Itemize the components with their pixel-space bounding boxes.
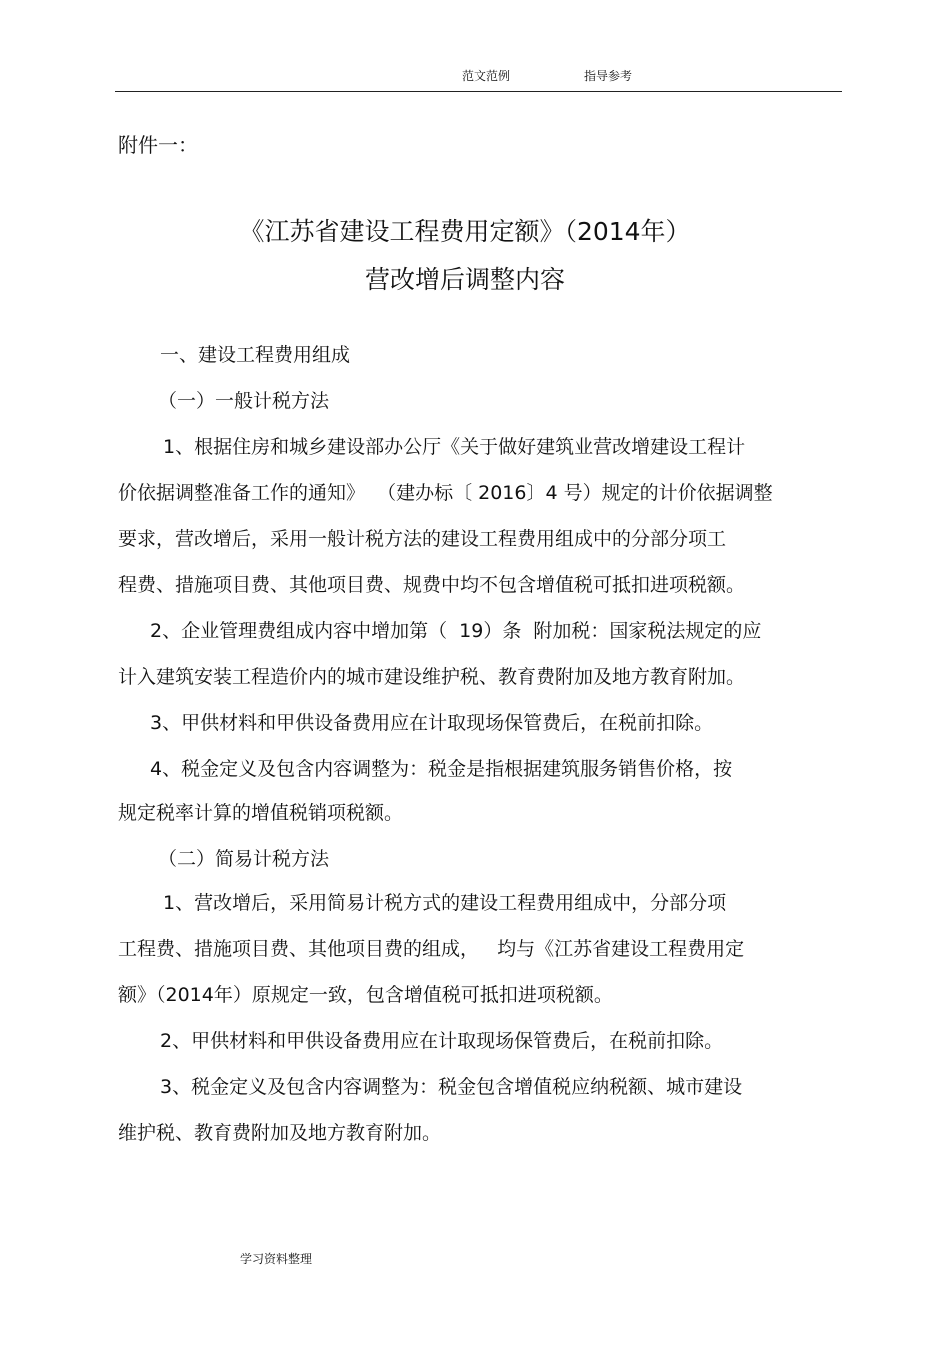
section-heading-1: 一、建设工程费用组成: [160, 344, 351, 366]
paragraph-line: 计入建筑安装工程造价内的城市建设维护税、教育费附加及地方教育附加。: [118, 666, 746, 688]
paragraph-line: 1、根据住房和城乡建设部办公厅《关于做好建筑业营改增建设工程计: [163, 436, 746, 458]
header-divider: [115, 91, 842, 92]
document-title-line-2: 营改增后调整内容: [364, 265, 565, 294]
paragraph-line: 3、甲供材料和甲供设备费用应在计取现场保管费后，在税前扣除。: [150, 712, 714, 734]
paragraph-line: 2、甲供材料和甲供设备费用应在计取现场保管费后，在税前扣除。: [160, 1030, 724, 1052]
paragraph-line: 工程费、措施项目费、其他项目费的组成， 均与《江苏省建设工程费用定: [118, 938, 745, 960]
paragraph-line: 价依据调整准备工作的通知》 （建办标〔 2016〕4 号）规定的计价依据调整: [118, 482, 773, 504]
paragraph-line: 要求，营改增后，采用一般计税方法的建设工程费用组成中的分部分项工: [118, 528, 727, 550]
paragraph-line: 程费、措施项目费、其他项目费、规费中均不包含增值税可抵扣进项税额。: [118, 574, 746, 596]
subsection-heading-simple: （二）简易计税方法: [158, 848, 330, 870]
attachment-label: 附件一：: [118, 133, 198, 157]
paragraph-line: 3、税金定义及包含内容调整为：税金包含增值税应纳税额、城市建设: [160, 1076, 743, 1098]
page-footer: 学习资料整理: [240, 1252, 313, 1266]
paragraph-line: 4、税金定义及包含内容调整为：税金是指根据建筑服务销售价格，按: [150, 758, 733, 780]
paragraph-line: 维护税、教育费附加及地方教育附加。: [118, 1122, 442, 1144]
subsection-heading-general: （一）一般计税方法: [158, 390, 330, 412]
paragraph-line: 1、营改增后，采用简易计税方式的建设工程费用组成中，分部分项: [163, 892, 727, 914]
header-right-text: 指导参考: [584, 69, 633, 83]
page-header: [0, 66, 950, 86]
paragraph-line: 规定税率计算的增值税销项税额。: [118, 802, 404, 824]
header-left-text: 范文范例: [462, 69, 511, 83]
document-title-line-1: 《江苏省建设工程费用定额》（2014年）: [239, 217, 691, 246]
paragraph-line: 额》（2014年）原规定一致，包含增值税可抵扣进项税额。: [118, 984, 613, 1006]
paragraph-line: 2、企业管理费组成内容中增加第（ 19）条 附加税：国家税法规定的应: [150, 620, 762, 642]
